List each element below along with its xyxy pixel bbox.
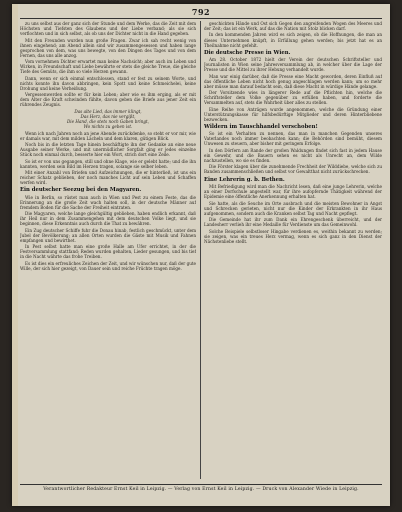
paragraph: In Pest selbst hatte man eine große Halle am Ufer errichtet, in der die Festversammlung stattfand; Reden wurden gehalten, Lieder gesungen, und bis tief in die Nacht währte das frohe Treiben. <box>20 244 196 260</box>
article-heading: Eine Lehrerin g. b. Bethen. <box>204 176 285 183</box>
article-heading: Die deutsche Presse in Wien. <box>204 49 291 56</box>
paragraph: Mit einer Anzahl von Briefen und Aufzeichnungen, die er hinterließ, ist uns ein reicher Schatz geblieben, der noch manches Licht auf sein Leben und Schaffen werfen wird. <box>20 170 196 186</box>
paragraph: Dann, wenn er sich einmal entschlossen, stand er fest zu seinem Worte, und nichts konnte ihn davon abbringen, kein Spott und keine Schmeichelei, keine Drohung und keine Verheißung. <box>20 75 196 91</box>
poem-line: Wo nichts zu geben ist. <box>83 123 133 129</box>
poem-line: Die Hand, die stets noch Gaben bringt, <box>66 118 150 124</box>
paragraph: In den Dörfern am Rande der großen Waldungen findet sich fast in jedem Hause ein Gewehr, und die Bauern sehen es nicht als Unrecht an, dem Wilde nachzustellen, wo sie es finden. <box>204 147 382 163</box>
article-heading: Ein deutscher Seezug bei den Magyaren. <box>20 187 142 194</box>
page-number: 792 <box>191 7 211 17</box>
footer-rule <box>20 484 382 485</box>
paragraph: Wenn ich nach Jahren noch an jene Abende zurückdenke, so steht er vor mir, wie er damals war, mit dem milden Lächeln und dem klaren, gütigen Blick. <box>20 130 196 141</box>
paragraph: Eine Reihe von Anträgen wurde angenommen, welche die Gründung einer Unterstützungskasse für hilfsbedürftige Mitglieder und deren Hinterbliebene bezwecken. <box>204 106 382 122</box>
paragraph: Die Magyaren, welche lange gleichgültig geblieben, haben endlich erkannt, daß ihr Heil nur in dem Zusammengehen mit dem deutschen Volke liegt, und sie beginnen, diese Erkenntnis auch durch die That zu bewähren. <box>20 211 196 227</box>
paragraph: Mit Befriedigung wird man die Nachricht lesen, daß eine junge Lehrerin, welche an einer Dorfschule angestellt war, für ihre aufopfernde Thätigkeit während der Epidemie eine öffentliche Anerkennung erhalten hat. <box>204 184 382 200</box>
left-column <box>20 21 196 479</box>
paragraph: In den kommenden Jahren wird es sich zeigen, ob die Hoffnungen, die man an dieses Unternehmen knüpft, in Erfüllung gehen werden; bis jetzt hat es an Theilnahme nicht gefehlt. <box>204 32 382 48</box>
paragraph: Die Gemeinde hat ihr zum Dank ein Ehrengeschenk überreicht, und der Landesherr verlieh ihr eine Medaille für Verdienste um das Gemeinwohl. <box>204 217 382 228</box>
paragraph: So ist ein Verhalten zu nennen, das man in manchen Gegenden unseres Vaterlandes noch immer beobachten kann; die Behörden sind bemüht, diesem Unwesen zu steuern, aber bisher mit geringem Erfolge. <box>204 131 382 147</box>
poem-line: Das Herz, das nie vergißt, <box>80 113 136 119</box>
paragraph: Es ist dies ein erfreuliches Zeichen der Zeit, und wir wünschen nur, daß der gute Wille, der sich hier gezeigt, von Dauer sein und reiche Früchte tragen möge. <box>20 260 196 271</box>
paragraph: Man war einig darüber, daß die Presse eine Macht geworden, deren Einfluß auf das öffentliche Leben nicht hoch genug angeschlagen werden kann; um so mehr aber müsse man darauf bedacht sein, daß diese Macht in würdige Hände gelange. <box>204 73 382 89</box>
magazine-page <box>12 4 390 506</box>
paragraph: geschickten Hände und Ost sich Gegen den angreifenden Wogen des Meeres und der Zeit; das ist ein Werk, auf das die Nation mit Stolz blicken darf. <box>204 21 382 32</box>
paragraph: zu uns selbst aus der ganz sich der Stunde und dem Werke, das die Zeit mit dem Höchsten und Tiefsten des Glaubens und der Liebe verband; als sie sich verflochten und in sich selbst, als ob uns der Dichter nicht in die Hand gegeben. <box>20 21 196 37</box>
paragraph: Am 28. October 1872 hielt der Verein der deutschen Schriftsteller und Journalisten in Wien seine Jahresversammlung ab, in welcher über die Lage der Presse und die Mittel zu ihrer Hebung verhandelt wurde. <box>204 57 382 73</box>
binding-tape <box>12 4 18 506</box>
paragraph: Vergessenwerden sollte er für kein Leben; aber wie es ihm erging, als er mit dem Alter die Kraft schwinden fühlte, davon geben die Briefe aus jener Zeit ein rührendes Zeugnis. <box>20 92 196 108</box>
poem-line: Das alte Lied, das immer klingt, <box>74 108 142 114</box>
article-heading: Wildern im Tauschhandel verschoben! <box>204 123 318 130</box>
paragraph: Der Vorsitzende wies in längerer Rede auf die Pflichten hin, welche die Schriftsteller dem Volke gegenüber zu erfüllen haben, und forderte die Versammelten auf, stets die Wahrheit über alles zu stellen. <box>204 90 382 106</box>
poem-stanza <box>20 109 196 129</box>
paragraph: So ist er von uns gegangen, still und ohne Klage, wie er gelebt hatte; und die ihn kannten, werden sein Bild im Herzen tragen, solange sie selber leben. <box>20 158 196 169</box>
right-column <box>204 21 382 479</box>
paragraph: Ein Zug deutscher Schiffe fuhr die Donau hinab, festlich geschmückt, unter dem Jubel der Bevölkerung; an allen Orten wurden die Gäste mit Musik und Fahnen empfangen und bewirthet. <box>20 227 196 243</box>
paragraph: Wie in Berlin, so rüstet man auch in Wien und Pest zu einem Feste, das die Erinnerung an die große Zeit wach halten soll, in der deutsche Männer auf fremdem Boden für die Sache der Freiheit eintraten. <box>20 194 196 210</box>
paragraph: Die Förster klagen über die zunehmende Frechheit der Wilddiebe, welche sich zu Banden zusammenschließen und selbst vor Gewaltthat nicht zurückschrecken. <box>204 164 382 175</box>
imprint-footer: Verantwortlicher Redakteur Ernst Keil in Leipzig. — Verlag von Ernst Keil in Leipzig. — Druck von Alexander Wiede in Leipzig. <box>43 487 359 492</box>
paragraph: Sie hatte, als die Seuche im Orte ausbrach und die meisten Bewohner in Angst und Schrecken gerieten, nicht nur die Kinder der Erkrankten in ihr Haus aufgenommen, sondern auch die Kranken selbst Tag und Nacht gepflegt. <box>204 200 382 216</box>
paragraph: Mit den Freunden wurden nun große Fragen. Zwar ich sah recht wenig von ihnen eingehend; am Abend allein sind wir zusammengesessen und haben lange gesprochen von dem, was uns bewegte, von den Dingen des Tages und von dem Fernen, das uns alle anzog. <box>20 37 196 58</box>
paragraph: Noch bis in die letzten Tage hinein beschäftigte ihn der Gedanke an eine neue Ausgabe seiner Werke, und mit unermüdlicher Sorgfalt ging er jedes einzelne Stück noch einmal durch, besserte hier ein Wort, strich dort eine Zeile. <box>20 141 196 158</box>
paragraph: Vom vornehmen Dichter erwartet man keine Nachsicht; aber auch im Leben und Wirken, in Freundschaft und Liebe bewährte er stets die gleiche Treue, die gleiche Tiefe des Gemüts, die ihm so viele Herzen gewann. <box>20 59 196 75</box>
header-rule <box>20 18 382 19</box>
column-divider <box>200 21 201 479</box>
paragraph: Solche Beispiele selbstloser Hingabe verdienen es, weithin bekannt zu werden; sie zeigen, was ein treues Herz vermag, wenn es sich ganz in den Dienst der Nächstenliebe stellt. <box>204 228 382 244</box>
